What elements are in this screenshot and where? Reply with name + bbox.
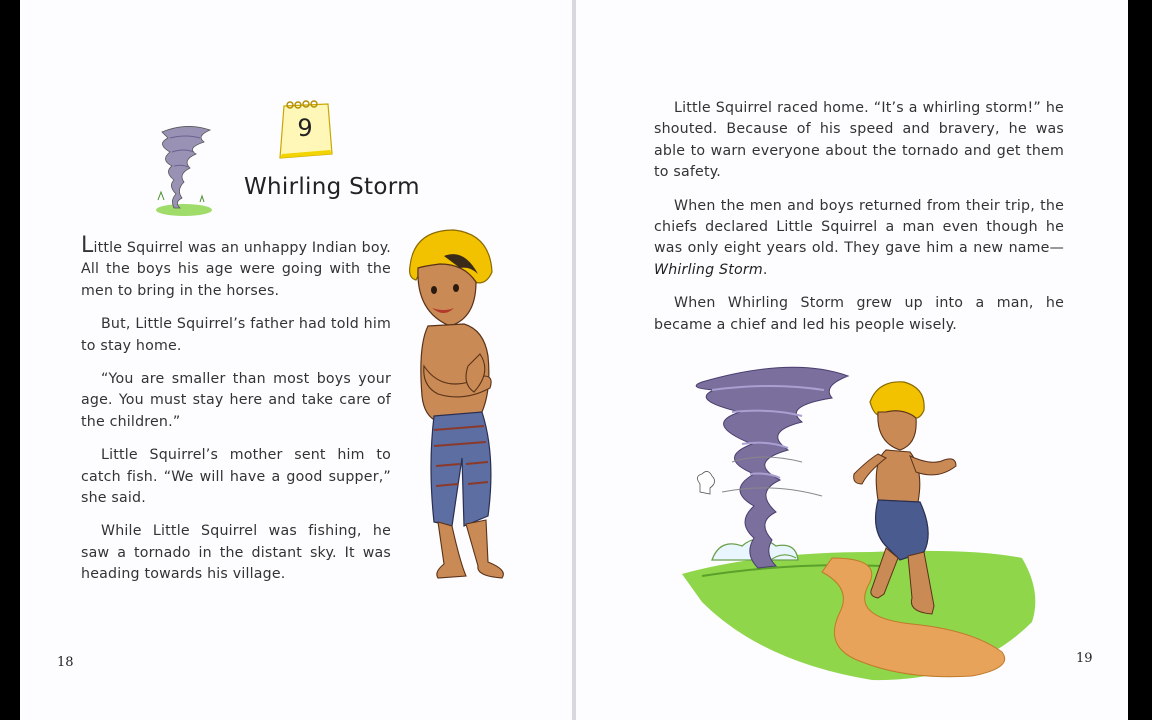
- paragraph-end: .: [762, 261, 768, 278]
- chapter-number: 9: [297, 114, 313, 142]
- chapter-title: Whirling Storm: [244, 174, 420, 200]
- right-page: [576, 0, 1128, 720]
- paragraph: Little Squirrel’s mother sent him to catch fish. “We will have a good supper,” she said.: [81, 447, 391, 507]
- new-name: Whirling Storm: [654, 261, 763, 278]
- storm-scene-illustration: [672, 362, 1052, 682]
- paragraph: [654, 196, 1064, 282]
- paragraph: While Little Squirrel was fishing, he saw a tornado in the distant sky. It was heading towards his village.: [81, 523, 391, 583]
- right-body-text: [654, 98, 1064, 348]
- drop-cap: L: [81, 233, 94, 258]
- boy-illustration: [404, 226, 514, 586]
- left-body-text: [81, 233, 392, 598]
- paragraph: When Whirling Storm grew up into a man, he became a chief and led his people wisely.: [654, 295, 1064, 333]
- chapter-number-badge: [278, 100, 332, 158]
- paragraph: [81, 233, 392, 302]
- paragraph: But, Little Squirrel’s father had told him to stay home.: [81, 316, 391, 354]
- paragraph: Little Squirrel raced home. “It’s a whirling storm!” he shouted. Because of his speed and bravery, he was able to warn everyone about the tornado and get them to safety.: [654, 100, 1064, 181]
- left-page: [20, 0, 572, 720]
- paragraph-text: ittle Squirrel was an unhappy Indian boy. All the boys his age were going with the men to bring in the horses.: [81, 240, 392, 299]
- paragraph-text: When the men and boys returned from their trip, the chiefs declared Little Squirrel a man even though he was only eight years old. They gave him a new name—: [654, 197, 1064, 257]
- page-number: 19: [1076, 651, 1093, 666]
- page-number: 18: [57, 655, 74, 670]
- paragraph: “You are smaller than most boys your age. You must stay here and take care of the children.”: [81, 371, 391, 430]
- tornado-icon: [156, 122, 216, 217]
